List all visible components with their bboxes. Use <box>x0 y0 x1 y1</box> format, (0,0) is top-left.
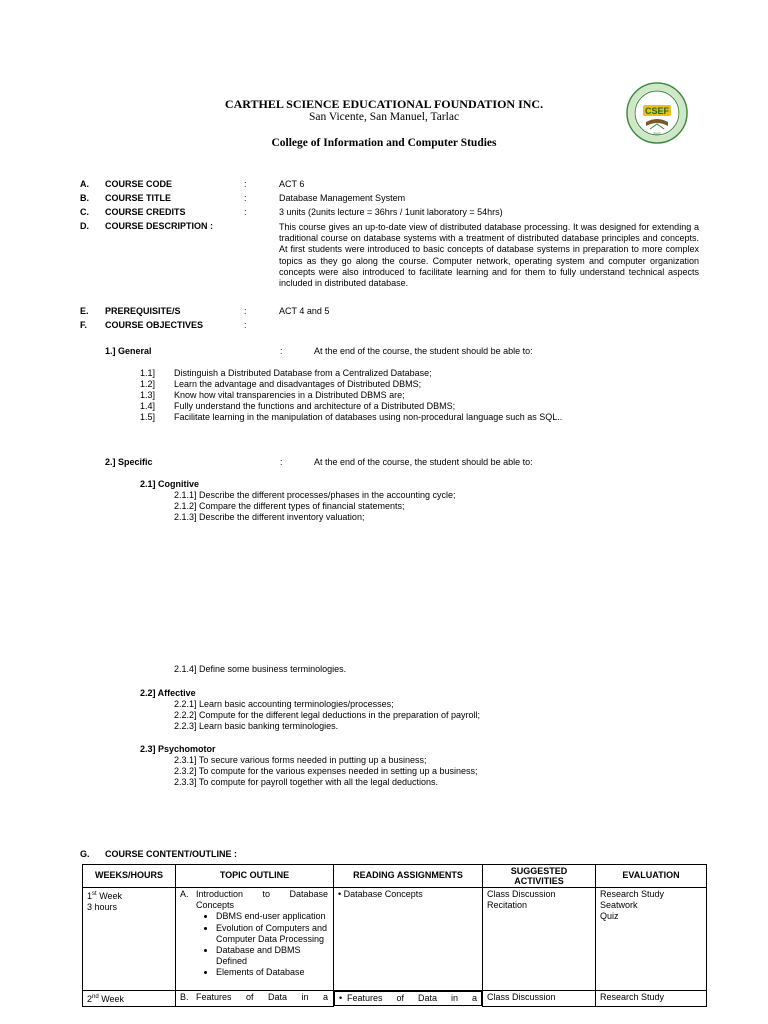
info-letter: E. <box>80 306 89 316</box>
info-label: PREREQUISITE/S <box>105 306 181 316</box>
general-item-number: 1.5] <box>140 412 156 422</box>
general-lead: At the end of the course, the student should be able to: <box>314 346 533 356</box>
affective-item: 2.2.2] Compute for the different legal deductions in the preparation of payroll; <box>174 710 481 720</box>
psychomotor-item: 2.3.3] To compute for payroll together with all the legal deductions. <box>174 777 438 787</box>
general-colon: : <box>280 346 283 356</box>
logo-year: 2007 <box>653 132 661 136</box>
cognitive-heading: 2.1] Cognitive <box>140 479 200 489</box>
info-letter: A. <box>80 179 89 189</box>
content-letter: G. <box>80 849 90 859</box>
general-item-number: 1.3] <box>140 390 156 400</box>
table-header-row <box>83 865 707 888</box>
college-name: College of Information and Computer Studies <box>271 137 497 149</box>
specific-heading: 2.] Specific <box>105 457 153 467</box>
cognitive-item: 2.1.3] Describe the different inventory valuation; <box>174 512 365 522</box>
topic-cell: A. Introduction to Database Concepts • DBMS end-user application • Evolution of Computers and Computer Data Processing • Database and DBMS Defined • Elements of Database <box>176 888 334 991</box>
evaluation-cell: Research Study Seatwork Quiz <box>596 888 707 991</box>
reading-cell: • Database Concepts <box>334 888 483 991</box>
organization-address: San Vicente, San Manuel, Tarlac <box>308 111 460 123</box>
general-item-text: Fully understand the functions and architecture of a Distributed DBMS; <box>174 401 456 411</box>
cognitive-item: 2.1.2] Compare the different types of financial statements; <box>174 501 405 511</box>
column-header: READING ASSIGNMENTS <box>334 865 483 888</box>
affective-heading: 2.2] Affective <box>140 688 196 698</box>
general-item-text: Facilitate learning in the manipulation of databases using non-procedural language such as SQL.. <box>174 412 563 422</box>
info-letter: D. <box>80 221 89 231</box>
info-letter: B. <box>80 193 89 203</box>
general-item-text: Distinguish a Distributed Database from a Centralized Database; <box>174 368 432 378</box>
column-header: TOPIC OUTLINE <box>176 865 334 888</box>
general-item-number: 1.4] <box>140 401 156 411</box>
list-item: • Database and DBMS Defined <box>216 945 329 967</box>
psychomotor-item: 2.3.1] To secure various forms needed in putting up a business; <box>174 755 427 765</box>
info-colon: : <box>244 207 247 217</box>
activities-cell: Class Discussion <box>483 990 596 1006</box>
specific-colon: : <box>280 457 283 467</box>
info-letter: F. <box>80 320 88 330</box>
affective-item: 2.2.1] Learn basic accounting terminologies/processes; <box>174 699 394 709</box>
info-label: COURSE DESCRIPTION : <box>105 221 214 231</box>
general-item-text: Know how vital transparencies in a Distributed DBMS are; <box>174 390 405 400</box>
logo-text: CSEF <box>644 106 670 116</box>
affective-item: 2.2.3] Learn basic banking terminologies. <box>174 721 339 731</box>
info-value: 3 units (2units lecture = 36hrs / 1unit laboratory = 54hrs) <box>279 207 503 217</box>
table-row <box>83 888 707 991</box>
info-letter: C. <box>80 207 89 217</box>
organization-name: CARTHEL SCIENCE EDUCATIONAL FOUNDATION INC. <box>224 97 544 111</box>
psychomotor-heading: 2.3] Psychomotor <box>140 744 216 754</box>
info-value: Database Management System <box>279 193 406 203</box>
table-row <box>83 990 707 1006</box>
specific-lead: At the end of the course, the student should be able to: <box>314 457 533 467</box>
psychomotor-item: 2.3.2] To compute for the various expenses needed in setting up a business; <box>174 766 478 776</box>
week-cell: 2nd Week <box>83 990 176 1006</box>
general-item-number: 1.1] <box>140 368 156 378</box>
bullet: • <box>338 889 342 899</box>
info-label: COURSE CODE <box>105 179 173 189</box>
evaluation-cell: Research Study <box>596 990 707 1006</box>
content-heading: COURSE CONTENT/OUTLINE : <box>105 849 237 859</box>
info-colon: : <box>244 306 247 316</box>
course-outline-table <box>82 864 707 1007</box>
column-header: WEEKS/HOURS <box>83 865 176 888</box>
info-colon: : <box>244 320 247 330</box>
activities-cell: Class Discussion Recitation <box>483 888 596 991</box>
info-colon: : <box>244 193 247 203</box>
week-cell: 1st Week 3 hours <box>83 888 176 991</box>
info-label: COURSE TITLE <box>105 193 172 203</box>
school-logo <box>626 82 688 144</box>
reading-cell: • Features of Data in a <box>334 991 482 1006</box>
info-colon: : <box>244 179 247 189</box>
list-item: • DBMS end-user application <box>216 911 329 922</box>
cognitive-item: 2.1.1] Describe the different processes/phases in the accounting cycle; <box>174 490 456 500</box>
course-description-text: This course gives an up-to-date view of distributed database processing. It was designed for extending a traditional course on database systems with a treatment of distributed database principles and concepts. At first students were introduced to basic concepts of database systems in preparation to more complex topics as they go along the course. Computer network, operating system and computer organization concepts were also introduced to facilitate learning and for them to fully understand technical aspects included in distributed database. <box>279 222 699 289</box>
info-label: COURSE OBJECTIVES <box>105 320 204 330</box>
column-header: EVALUATION <box>596 865 707 888</box>
column-header: SUGGESTED ACTIVITIES <box>483 865 596 888</box>
cognitive-item: 2.1.4] Define some business terminologies. <box>174 664 347 674</box>
general-heading: 1.] General <box>105 346 152 356</box>
bullet: • <box>339 992 343 1003</box>
topic-cell: B. Features of Data in a <box>176 990 334 1006</box>
info-label: COURSE CREDITS <box>105 207 186 217</box>
list-item: • Elements of Database <box>216 967 329 978</box>
general-item-number: 1.2] <box>140 379 156 389</box>
list-item: • Evolution of Computers and Computer Data Processing <box>216 923 329 945</box>
general-item-text: Learn the advantage and disadvantages of Distributed DBMS; <box>174 379 422 389</box>
subtopic-list <box>180 911 329 978</box>
info-value: ACT 6 <box>279 179 305 189</box>
info-value: ACT 4 and 5 <box>279 306 330 316</box>
